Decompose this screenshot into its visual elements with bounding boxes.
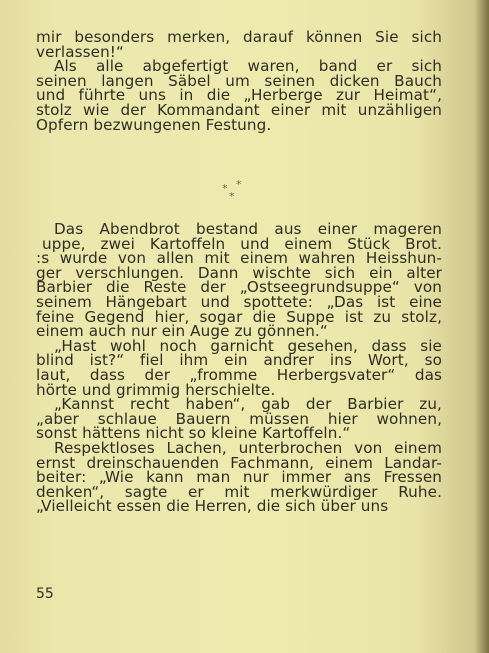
text-line: Opfern bezwungenen Festung. — [36, 115, 272, 134]
text-line: verlassen!“ — [36, 42, 124, 61]
text-line: feine Gegend hier, sogar die Suppe ist zu stolz, — [36, 307, 442, 326]
paragraph-1 — [36, 30, 442, 59]
text-line: sonst hättens nicht so kleine Kartoffeln.“ — [36, 424, 351, 443]
text-line: ernst dreinschauenden Fachmann, einem Landar- — [36, 453, 442, 472]
text-line: uppe, zwei Kartoffeln und einem Stück Brot. — [42, 234, 442, 253]
ornament-star: * — [236, 178, 242, 191]
text-line: einem auch nur ein Auge zu gönnen.“ — [36, 322, 328, 341]
section-ornament — [200, 178, 260, 208]
text-line: seinen langen Säbel um seinen dicken Bauch — [36, 71, 442, 90]
ornament-star: * — [229, 190, 235, 203]
paragraph-2 — [36, 59, 442, 132]
text-line: „Kannst recht haben“, gab der Barbier zu, — [54, 395, 442, 414]
text-line: ger verschlungen. Dann wischte sich ein alter — [36, 263, 442, 282]
text-line: denken“, sagte er mit merkwürdiger Ruhe. — [36, 482, 442, 501]
ornament-star: * — [222, 182, 228, 195]
paragraph-4 — [36, 336, 442, 399]
paragraph-5 — [36, 397, 442, 441]
text-line: hörte und grimmig herschielte. — [36, 380, 276, 399]
page-number: 55 — [36, 586, 54, 602]
text-line: laut, dass der „fromme Herbergsvater“ das — [36, 365, 442, 384]
text-block-top — [36, 30, 442, 132]
text-line: Als alle abgefertigt waren, band er sich — [54, 57, 442, 76]
text-line: „aber schlaue Bauern müssen hier wohnen, — [36, 409, 442, 428]
text-line: seinem Hängebart und spottete: „Das ist eine — [36, 292, 442, 311]
paragraph-3 — [36, 222, 442, 339]
text-line: stolz wie der Kommandant einer mit unzähligen — [36, 100, 442, 119]
text-line: mir besonders merken, darauf können Sie sich — [36, 28, 442, 46]
text-line: „Hast wohl noch garnicht gesehen, dass sie — [54, 336, 442, 355]
text-line: Das Abendbrot bestand aus einer mageren — [54, 220, 442, 238]
text-line: Respektloses Lachen, unterbrochen von einem — [54, 438, 442, 457]
text-line: blind ist?“ fiel ihm ein andrer ins Wort, so — [36, 351, 442, 370]
text-block-bottom — [36, 222, 442, 514]
text-line: :s wurde von allen mit einem wahren Heisshun- — [36, 249, 442, 268]
text-line: beiter: „Wie kann man nur immer ans Fressen — [36, 468, 442, 487]
paragraph-6 — [36, 438, 442, 516]
text-line: Barbier die Reste der „Ostseegrundsuppe“ von — [36, 278, 442, 297]
text-line: und führte uns in die „Herberge zur Heimat“, — [36, 86, 442, 105]
text-line: „Vielleicht essen die Herren, die sich über uns — [36, 497, 389, 516]
